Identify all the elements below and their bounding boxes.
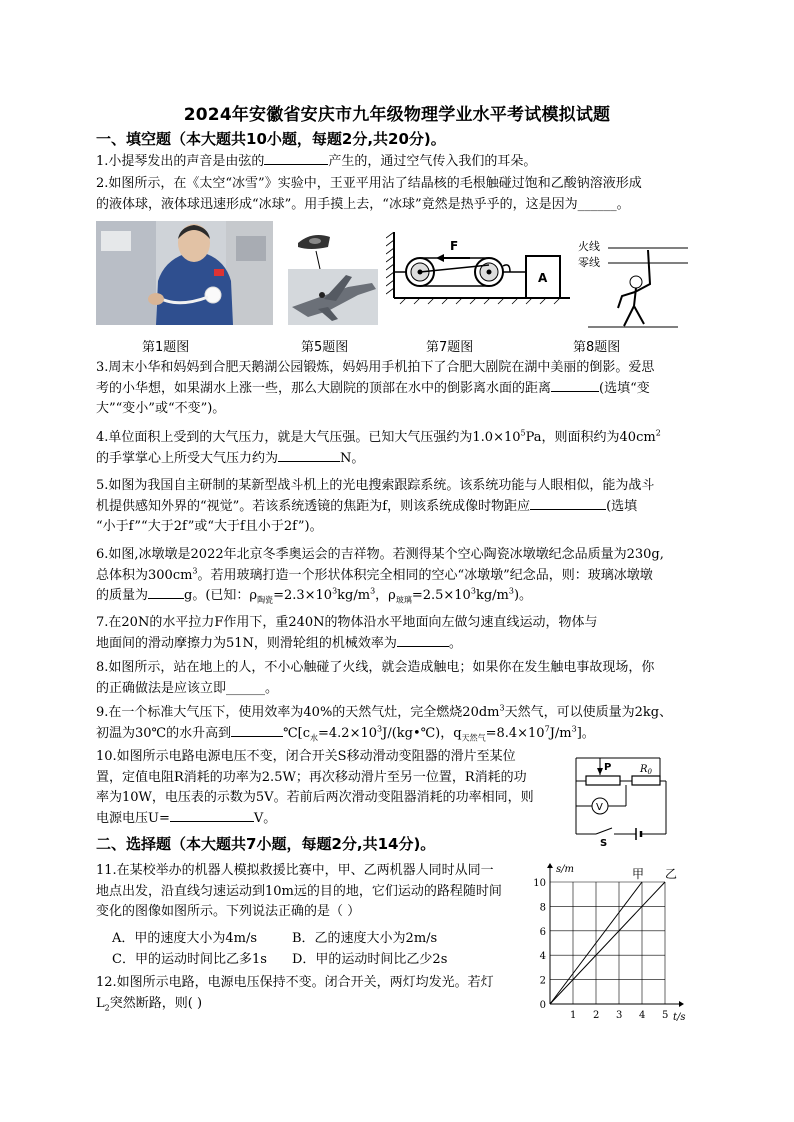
q6-line-2: 总体积为$300cm^3$。若用玻璃打造一个形状体积完全相同的空心“冰墩墩”纪念品，则：玻璃冰墩墩	[96, 566, 653, 583]
question-9	[96, 703, 716, 744]
figure-1-astronaut-photo	[96, 221, 273, 325]
q10-blank[interactable]	[170, 809, 254, 822]
q11-option-a[interactable]: A．甲的速度大小为4m/s	[112, 931, 258, 946]
q1-text-a: 1.小提琴发出的声音是由弦的	[96, 154, 265, 169]
figure-5-fighter-jet-photo	[288, 225, 378, 325]
figure-10-circuit-diagram	[570, 746, 680, 846]
q8-line-2: 的正确做法是应该立即______。	[96, 680, 279, 696]
q9-line-1: 9.在一个标准大气压下，使用效率为40%的天然气灶，完全燃烧$20dm^3$天然气，可以使质量为2kg、	[96, 703, 673, 720]
x-tick-label: 5	[662, 1010, 669, 1021]
y-tick-label: 8	[539, 902, 546, 914]
q6-line-1: 6.如图,冰墩墩是2022年北京冬季奥运会的吉祥物。若测得某个空心陶瓷冰墩墩纪念品质量为230g,	[96, 547, 664, 562]
x-axis-label: t/s	[673, 1012, 686, 1022]
chart-labels	[533, 864, 685, 1022]
q12-line-1: 12.如图所示电路，电源电压保持不变。闭合开关，两灯均发光。若灯	[96, 975, 494, 990]
series-line-yi	[550, 882, 665, 1004]
q3-line-1: 3.周末小华和妈妈到合肥天鹅湖公园锻炼，妈妈用手机拍下了合肥大剧院在湖中美丽的倒影。爱思	[96, 360, 655, 375]
figure-8-electric-shock-diagram	[578, 236, 688, 328]
y-tick-label: 0	[539, 1000, 546, 1011]
q6-line-3: 的质量为 g。(已知：$\rho_{陶瓷}=2.3\times 10^3kg/m^3$，$\rho_{玻璃}=2.5\times 10^3kg/m^3$)。	[96, 586, 533, 605]
y-tick-label: 6	[539, 926, 546, 938]
q2-line-1: 2.如图所示，在《太空“冰雪”》实验中，王亚平用沾了结晶核的毛根触碰过饱和乙酸钠溶液形成	[96, 176, 642, 191]
q4-blank[interactable]	[278, 449, 340, 462]
q10-line-3: 率为10W，电压表的示数为5V。若前后两次滑动变阻器消耗的功率相同，则	[96, 790, 534, 805]
section-2-heading: 二、选择题（本大题共7小题，每题2分,共14分)。	[96, 835, 436, 853]
fig8-neutral-wire-label: 零线	[578, 256, 600, 269]
q1-blank[interactable]	[264, 152, 328, 165]
x-tick-label: 4	[639, 1010, 646, 1021]
q4-line-2: 的手掌掌心上所受大气压力约为 N。	[96, 450, 365, 466]
circuit-switch-label: S	[600, 838, 608, 846]
y-axis-arrow	[547, 863, 553, 868]
y-tick-label: 4	[539, 951, 546, 963]
q7-line-1: 7.在20N的水平拉力F作用下，重240N的物体沿水平地面向左做匀速直线运动，物体与	[96, 615, 598, 630]
figure-11-distance-time-chart	[528, 856, 700, 1022]
question-5	[96, 476, 716, 538]
series-label-yi: 乙	[665, 867, 678, 881]
q10-line-1: 10.如图所示电路电源电压不变，闭合开关S移动滑动变阻器的滑片至某位	[96, 749, 516, 764]
question-12	[96, 973, 536, 1014]
x-tick-label: 3	[616, 1010, 623, 1021]
q5-line-3: “小于f”“大于2f”或“大于f且小于2f”)。	[96, 519, 323, 534]
q5-blank[interactable]	[530, 497, 606, 510]
q6-blank[interactable]	[148, 586, 184, 599]
figure-7-pulley-diagram	[386, 232, 570, 327]
circuit-voltmeter-label: V	[596, 802, 603, 813]
q11-option-d[interactable]: D．甲的运动时间比乙少2s	[292, 952, 448, 967]
q11-line-1: 11.在某校举办的机器人模拟救援比赛中，甲、乙两机器人同时从同一	[96, 863, 494, 878]
caption-fig-1: 第1题图	[142, 340, 190, 355]
q3-line-3: 大”“变小”或“不变”)。	[96, 401, 226, 416]
q8-line-1: 8.如图所示，站在地上的人，不小心触碰了火线，就会造成触电；如果你在发生触电事故现场，你	[96, 660, 655, 675]
caption-fig-5: 第5题图	[301, 340, 349, 355]
q11-option-b[interactable]: B．乙的速度大小为2m/s	[292, 931, 438, 946]
q3-blank[interactable]	[551, 379, 599, 392]
x-tick-label: 1	[570, 1010, 577, 1021]
caption-fig-8: 第8题图	[573, 340, 621, 355]
q4-line-1: 4.单位面积上受到的大气压力，就是大气压强。已知大气压强约为$1.0\times 10^5Pa$，则面积约为$40cm^2$	[96, 428, 661, 445]
fig7-block-label: A	[538, 271, 548, 285]
q11-option-c[interactable]: C．甲的运动时间比乙多1s	[112, 952, 267, 967]
q10-line-4: 电源电压U= V。	[96, 810, 277, 826]
q12-line-2: $L_2$突然断路，则( )	[96, 995, 203, 1013]
q7-line-2: 地面间的滑动摩擦力为51N，则滑轮组的机械效率为 。	[96, 635, 462, 651]
q9-line-2: 初温为30℃的水升高到 $℃[c_水=4.2\times 10^3J/(kg•℃)$，$q_{天然气}=8.4\times 10^7J/m^3$]。	[96, 724, 595, 743]
fig8-live-wire-label: 火线	[578, 240, 600, 253]
chart-series	[550, 882, 665, 1004]
x-tick-label: 2	[593, 1010, 600, 1021]
q11-line-2: 地点出发，沿直线匀速运动到10m远的目的地，它们运动的路程随时间	[96, 883, 502, 899]
q10-line-2: 置，定值电阻R消耗的功率为2.5W；再次移动滑片至另一位置，R消耗的功	[96, 769, 527, 785]
question-1	[96, 152, 536, 173]
y-tick-label: 10	[533, 878, 546, 889]
y-axis-label: s/m	[556, 864, 574, 875]
question-2	[96, 174, 706, 215]
q3-line-2: 考的小华想，如果湖水上涨一些，那么大剧院的顶部在水中的倒影离水面的距离 (选填“变	[96, 380, 650, 396]
q5-line-2: 机提供感知外界的“视觉”。若该系统透镜的焦距为f，则该系统成像时物距应 (选填	[96, 498, 638, 514]
q1-text-b: 产生的，通过空气传入我们的耳朵。	[328, 154, 537, 169]
q2-line-2: 的液体球，液体球迅速形成“冰球”。用手摸上去，“冰球”竟然是热乎乎的，这是因为______。	[96, 196, 630, 212]
y-tick-label: 2	[539, 975, 546, 987]
q11-line-3: 变化的图像如图所示。下列说法正确的是（ ）	[96, 904, 361, 919]
question-8	[96, 658, 716, 699]
q7-blank[interactable]	[397, 634, 449, 647]
question-10	[96, 747, 566, 829]
x-axis-arrow	[679, 1001, 684, 1007]
page-title: 2024年安徽省安庆市九年级物理学业水平考试模拟试题	[183, 105, 611, 125]
fig7-force-label: F	[450, 239, 459, 253]
caption-fig-7: 第7题图	[426, 340, 474, 355]
question-6	[96, 545, 716, 607]
q9-blank[interactable]	[231, 724, 283, 737]
circuit-resistor-label: $R_0$	[640, 764, 652, 776]
q5-line-1: 5.如图为我国自主研制的某新型战斗机上的光电搜索跟踪系统。该系统功能与人眼相似，能为战斗	[96, 478, 655, 493]
circuit-slider-label: P	[604, 762, 612, 773]
question-3	[96, 358, 716, 420]
series-label-jia: 甲	[632, 867, 645, 881]
question-7	[96, 613, 716, 654]
section-1-heading: 一、填空题（本大题共10小题，每题2分,共20分)。	[96, 130, 446, 148]
question-11	[96, 861, 536, 923]
question-4	[96, 428, 716, 469]
